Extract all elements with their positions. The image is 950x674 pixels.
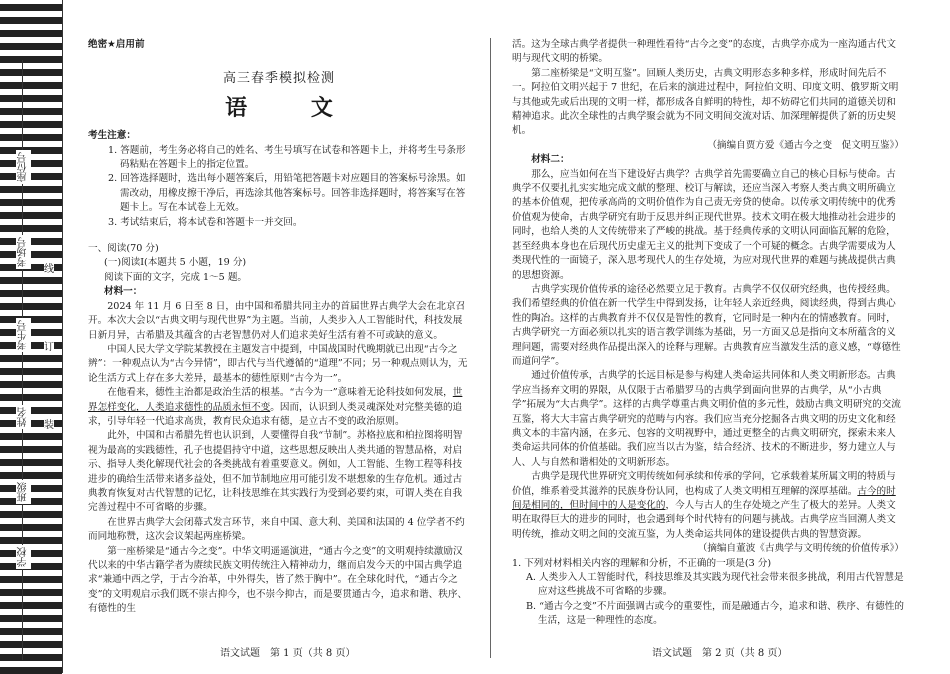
paragraph: 2024 年 11 月 6 日至 8 日，由中国和希腊共同主办的首届世界古典学大会在北京召开。本次大会以“古典文明与现代世界”为主题。当前，人类步入人工智能时代，科技发展日新月异，古希腊及其蕴含的古老智慧仍对人们追求美好生活有着不可或缺的意义。 xyxy=(88,300,466,341)
paragraph: 中国人民大学文学院某教授在主题发言中提到，中国战国时代晚期就已出现“古今之辨”：一种观点认为“古今异情”，即古代与当代遵循的“道理”不同；另一种观点则认为，无论生活方式上存在多大差异，最基本的德性原则“古今为一”。 xyxy=(88,343,468,384)
binding-stripe xyxy=(0,615,62,622)
binding-stripe xyxy=(0,472,62,479)
binding-stripe xyxy=(0,485,62,492)
field-school: 学校 xyxy=(18,547,29,567)
binding-stripe xyxy=(0,576,62,583)
binding-stripe xyxy=(0,303,62,310)
binding-stripe xyxy=(0,407,62,414)
paragraph: 通过价值传承，古典学的长远目标是参与构建人类命运共同体和人类文明新形态。古典学应当扬弃文明的界限，从仅限于古希腊罗马的古典学到面向世界的古典学，从“小古典学”拓展为“大古典学”。这样的古典学尊重古典文明价值的多元性，鼓励古典文明研究的交流互鉴，将大大丰富古典学研究的范畴与内容。我们应当充分挖掘各古典文明的历史文化和经典文本的丰富内涵，在多元、包容的文明视野中，通过更整全的古典文明研究，探索未来人类命运共同体的价值基础。我们应当以古为鉴，结合经济、技术的不断进步，努力建立人与人、人与自然和谐相处的文明新形态。 xyxy=(512,370,901,468)
field-class: 班级 xyxy=(18,482,29,502)
binding-stripe xyxy=(0,368,62,375)
binding-stripe xyxy=(0,238,62,245)
binding-stripe xyxy=(0,355,62,362)
cut-word-bind: 订 xyxy=(44,336,54,355)
paragraph: 活。这为全球古典学者提供一种理性看待“古今之变”的态度，古典学亦成为一座沟通古代文明与现代文明的桥梁。 xyxy=(512,39,896,65)
secret-label: 绝密★启用前 xyxy=(88,39,145,50)
paragraph: 第二座桥梁是“文明互鉴”。回顾人类历史，古典文明形态多种多样，形成时间先后不一。阿拉伯文明兴起于 7 世纪，在后来的演进过程中，阿拉伯文明、印度文明、俄罗斯文明与其他或先或后出现的文明一样，都形成各自鲜明的特性，却不妨碍它们共同的道德关切和精神追求。此次全球性的古典学聚会就为不同文明间交流对话、加深理解提供了新的历史契机。 xyxy=(512,67,899,137)
binding-stripe xyxy=(0,173,62,180)
binding-stripe xyxy=(0,550,62,557)
page-2-footer: 语文试题 第 2 页（共 8 页） xyxy=(652,648,788,659)
binding-stripe xyxy=(0,654,62,661)
paragraph: 此外，中国和古希腊先哲也认识到，人要懂得自我“节制”。苏格拉底和柏拉图将明智视为最高的实践德性，孔子也提倡持守中道，这些思想反映出人类共通的智慧品格，对启示、指导人类化解现代社会的各类挑战有着重要意义。例如，人工智能、生物工程等科技进步的确给生活带来诸多益处，但不加节制地应用可能引发不堪想象的生存危机。通过古典教育恢复对古代智慧的记忆，让科技思维在其实践行为受到必要约束，可谓人类在自我完善过程中不可省略的步骤。 xyxy=(88,430,463,514)
binding-stripe xyxy=(0,186,62,193)
binding-stripe xyxy=(0,69,62,76)
binding-stripe xyxy=(0,589,62,596)
binding-stripe xyxy=(0,82,62,89)
binding-stripe xyxy=(0,95,62,102)
underlined-text: 古今的时间是相同的，但时间中的人是变化的 xyxy=(512,485,896,511)
binding-stripe xyxy=(0,147,62,154)
notice-item: 2. 回答选择题时，选出每小题答案后，用铅笔把答题卡对应题目的答案标号涂黑。如需改动，用橡皮擦干净后，再选涂其他答案标号。回答非选择题时，将答案写在答题卡上。写在本试卷上无效。 xyxy=(108,173,466,214)
binding-stripe xyxy=(0,641,62,648)
binding-stripe xyxy=(0,563,62,570)
binding-stripe xyxy=(0,56,62,63)
paragraph: 在世界古典学大会闭幕式发言环节，来自中国、意大利、美国和法国的 4 位学者不约而同地称赞，这次会议架起两座桥梁。 xyxy=(88,516,465,543)
page-1 xyxy=(88,38,470,617)
binding-stripe xyxy=(0,121,62,128)
binding-stripe xyxy=(0,498,62,505)
binding-stripe xyxy=(0,30,62,37)
binding-stripe xyxy=(0,4,62,11)
page-1-footer: 语文试题 第 1 页（共 8 页） xyxy=(220,648,356,659)
binding-stripe xyxy=(0,277,62,284)
notice-title: 考生注意： xyxy=(88,130,136,142)
binding-stripe xyxy=(0,43,62,50)
binding-stripe xyxy=(0,628,62,635)
subject-title: 语 文 xyxy=(225,94,361,121)
question-option-a: A. 人类步入人工智能时代，科技思维及其实践为现代社会带来很多挑战，利用古代智慧是应对这些挑战不可省略的步骤。 xyxy=(526,572,904,598)
binding-stripe xyxy=(0,17,62,24)
field-seat-number: 座位号 xyxy=(18,152,29,182)
binding-stripe xyxy=(0,511,62,518)
binding-stripe xyxy=(0,446,62,453)
binding-stripe xyxy=(0,602,62,609)
subsection-heading: (一)阅读Ⅰ(本题共 5 小题，19 分) xyxy=(104,257,247,269)
notice-item: 1. 答题前，考生务必将自己的姓名、考生号填写在试卷和答题卡上，并将考生号条形码粘贴在答题卡上的指定位置。 xyxy=(108,144,466,171)
paragraph: 在他看来，德性主治都是政治生活的根基。“古今为一”意味着无论科技如何发展，世界怎样变化，人类追求德性的品质永恒不变。因而，认识到人类灵魂深处对完整美德的追求，引导年轻一代追求高贵，教育民众追求有德，是立古不变的政治原则。 xyxy=(88,387,463,427)
page-divider xyxy=(490,38,491,658)
binding-stripe xyxy=(0,251,62,258)
paragraph: 那么，应当如何在当下建设好古典学？古典学首先需要确立自己的核心目标与使命。古典学不仅要扎扎实实地完成文献的整理、校订与解读，还应当深入考察人类古典文明所确立的基本价值观，把传承高尚的文明价值作为自己责无旁贷的使命。以传承文明传统中的优秀价值观为使命，古典学研究有助于反思并纠正现代世界。技术文明在极大地推动社会进步的同时，也给人类的人文传统带来了严峻的挑战。基于经典传承的文明认同面临瓦解的危险，甚至经典本身也在后现代历史虚无主义的批判下变成了一个可疑的概念。古典学需要成为人类现代性的一面镜子，深入思考现代人的生存处境，为应对现代世界的难题与挑战提供古典的思想资源。 xyxy=(512,168,896,281)
paragraph: 古典学是现代世界研究文明传统如何承续和传承的学问，它承载着某所属文明的特质与价值，维系着受其滋养的民族身份认同，也构成了人类文明相互理解的深厚基础。古今的时间是相同的，但时间中的人是变化的，今人与古人的生存处境之产生了极大的差异。人类文明在取得巨大的进步的同时，也会遇到每个时代特有的问题与挑战。古典学应当回溯人类文明传统，推动文明之间的交流互鉴，为人类命运共同体的建设提供古典的智慧资源。 xyxy=(512,471,896,540)
source-citation: （摘编自董波《古典学与文明传统的价值传承》） xyxy=(697,543,904,555)
cut-word-line: 线 xyxy=(44,258,54,277)
binding-stripe xyxy=(0,524,62,531)
binding-stripe xyxy=(0,329,62,336)
binding-stripe xyxy=(0,537,62,544)
instruction: 阅读下面的文字，完成 1～5 题。 xyxy=(104,271,248,283)
underlined-text: 世界怎样变化，人类追求德性的品质永恒不变 xyxy=(88,387,463,413)
question-option-b: B. “通古今之变”不片面强调古或今的重要性，而是融通古今，追求和谐、秩序、有德性的生活，这是一种理性的态度。 xyxy=(526,600,904,627)
binding-stripe xyxy=(0,225,62,232)
material-1-label: 材料一： xyxy=(104,286,143,298)
paragraph: 第一座桥梁是“通古今之变”。中华文明遥遥演进，“通古今之变”的文明观持续激励汉代以来的中华古籍学者为赓续民族文明传统注入精神动力，继而启发今天的中国古典学追求“兼通中西之学，于古今治革，中外得失，皆了然于胸中”。在全球化时代，“通古今之变”的文明观启示我们既不崇古抑今，也不崇今抑古，而是要贯通古今，追求和谐、秩序、有德性的生 xyxy=(88,545,468,615)
binding-stripe xyxy=(0,108,62,115)
section-heading: 一、阅读(70 分) xyxy=(88,243,159,255)
binding-stripe xyxy=(0,134,62,141)
binding-stripe xyxy=(0,160,62,167)
notice-item: 3. 考试结束后，将本试卷和答题卡一并交回。 xyxy=(108,216,303,228)
binding-stripe xyxy=(0,290,62,297)
binding-stripe xyxy=(0,381,62,388)
binding-stripe xyxy=(0,394,62,401)
exam-title: 高三春季模拟检测 xyxy=(222,71,335,87)
binding-stripe xyxy=(0,212,62,219)
binding-stripe xyxy=(0,316,62,323)
source-citation: （摘编自贾方爱《通古今之变 促文明互鉴》） xyxy=(707,139,904,151)
field-name: 姓名 xyxy=(18,407,29,427)
material-2-label: 材料二： xyxy=(531,154,570,166)
field-student-id: 考生号 xyxy=(18,320,29,350)
binding-stripe xyxy=(0,199,62,206)
binding-stripe xyxy=(0,459,62,466)
cut-word-pack: 装 xyxy=(44,414,54,433)
paragraph: 古典学实现价值传承的途径必然要立足于教育。古典学不仅仅研究经典，也传授经典。我们希望经典的价值在新一代学生中得到发扬，让年轻人亲近经典，阅读经典，得到古典心性的陶冶。这样的古典教育并不仅仅是智性的教育，它同时是一种内在的情感教育。同时，古典学研究一方面必须以扎实的语言教学训练为基础，另一方面又总是指向文本所蕴含的义理问题，需要对经典作品提出深入的诠释与理解。古典教育应当激发生活的意义感，“尊德性而道问学”。 xyxy=(512,283,901,367)
question-1: 1. 下列对材料相关内容的理解和分析，不正确的一项是(3 分) xyxy=(512,557,772,569)
binding-stripe xyxy=(0,433,62,440)
binding-line xyxy=(62,0,71,673)
page-2 xyxy=(512,38,904,629)
field-exam-room: 考场号 xyxy=(18,237,29,267)
